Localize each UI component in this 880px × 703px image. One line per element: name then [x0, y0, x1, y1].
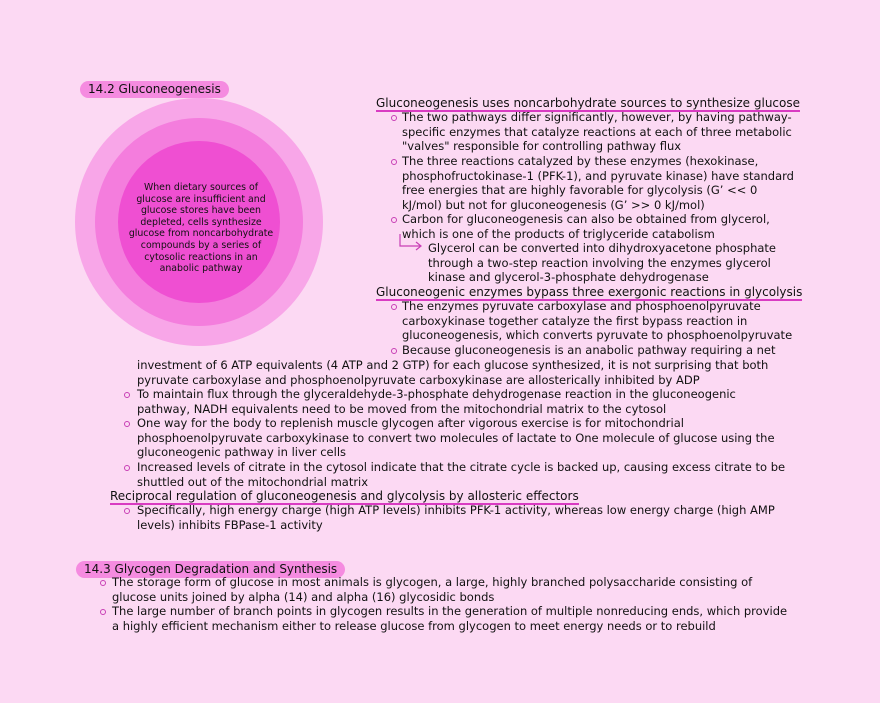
bullet-storage-form: The storage form of glucose in most animals is glycogen, a large, highly branched polysaccharide consisting of glucose units joined by alpha (14) and alpha (16) glycosidic bonds — [112, 575, 753, 604]
section-title-glycogen: 14.3 Glycogen Degradation and Synthesis — [76, 561, 345, 578]
bullet-anabolic-pathway-continued: investment of 6 ATP equivalents (4 ATP and 2 GTP) for each glucose synthesized, it is not surprising that both pyruvate carboxylase and phosphoenolpyruvate carboxykinase are allosterically inhibited by ADP — [137, 358, 769, 387]
bullet-carbon-glycerol: Carbon for gluconeogenesis can also be obtained from glycerol, which is one of the products of triglyceride catabolism — [402, 212, 770, 241]
bullet-marker — [391, 348, 397, 354]
bullet-anabolic-pathway: Because gluconeogenesis is an anabolic pathway requiring a net — [402, 343, 776, 357]
bullet-marker — [100, 580, 106, 586]
bullet-marker — [391, 304, 397, 310]
bullet-marker — [391, 217, 397, 223]
bullet-marker — [100, 609, 106, 615]
bullet-marker — [124, 508, 130, 514]
bullet-citrate-levels: Increased levels of citrate in the cytosol indicate that the citrate cycle is backed up, causing excess citrate to be shuttled out of the mitochondrial matrix — [137, 460, 786, 489]
circle-summary-text: When dietary sources of glucose are insufficient and glucose stores have been depleted, cells synthesize glucose from noncarbohydrate compounds by a series of cytosolic reactions in an anabolic pathway — [128, 182, 274, 275]
bullet-marker — [391, 159, 397, 165]
bullet-branch-points: The large number of branch points in glycogen results in the generation of multiple nonreducing ends, which provide a highly efficient mechanism either to release glucose from glycogen to meet energy needs or to rebuild — [112, 604, 788, 633]
bullet-pyruvate-carboxylase: The enzymes pyruvate carboxylase and phosphoenolpyruvate carboxykinase together catalyze the first bypass reaction in gluconeogenesis, which converts pyruvate to phosphoenolpyruvate — [402, 299, 793, 343]
heading-bypass-reactions: Gluconeogenic enzymes bypass three exergonic reactions in glycolysis — [376, 285, 803, 299]
bullet-energy-charge: Specifically, high energy charge (high ATP levels) inhibits PFK-1 activity, whereas low energy charge (high AMP levels) inhibits FBPase-1 activity — [137, 503, 775, 532]
bullet-marker — [124, 392, 130, 398]
section-title-gluconeogenesis: 14.2 Gluconeogenesis — [80, 81, 229, 98]
bullet-three-reactions: The three reactions catalyzed by these enzymes (hexokinase, phosphofructokinase-1 (PFK-1), and pyruvate kinase) have standard free energies that are highly favorable for glycolysis (G’ << 0 kJ/mol) but not for gluconeogenesis (G’ >> 0 kJ/mol) — [402, 154, 794, 212]
bullet-marker — [124, 465, 130, 471]
bullet-nadh-flux: To maintain flux through the glyceraldehyde-3-phosphate dehydrogenase reaction in the gluconeogenic pathway, NADH equivalents need to be moved from the mitochondrial matrix to the cytosol — [137, 387, 736, 416]
bullet-pathways-differ: The two pathways differ significantly, however, by having pathway-specific enzymes that catalyze reactions at each of three metabolic "valves" responsible for controlling pathway flux — [402, 110, 792, 154]
bullet-replenish-glycogen: One way for the body to replenish muscle glycogen after vigorous exercise is for mitochondrial phosphoenolpyruvate carboxykinase to convert two molecules of lactate to One molecule of glucose using the gluconeogenic pathway in liver cells — [137, 416, 775, 460]
bullet-marker — [391, 115, 397, 121]
sub-arrow-icon — [398, 232, 426, 252]
bullet-marker — [124, 421, 130, 427]
heading-noncarbohydrate-sources: Gluconeogenesis uses noncarbohydrate sources to synthesize glucose — [376, 96, 801, 110]
sub-bullet-glycerol-conversion: Glycerol can be converted into dihydroxyacetone phosphate through a two-step reaction involving the enzymes glycerol kinase and glycerol-3-phosphate dehydrogenase — [428, 241, 776, 285]
heading-reciprocal-regulation: Reciprocal regulation of gluconeogenesis and glycolysis by allosteric effectors — [110, 489, 579, 503]
